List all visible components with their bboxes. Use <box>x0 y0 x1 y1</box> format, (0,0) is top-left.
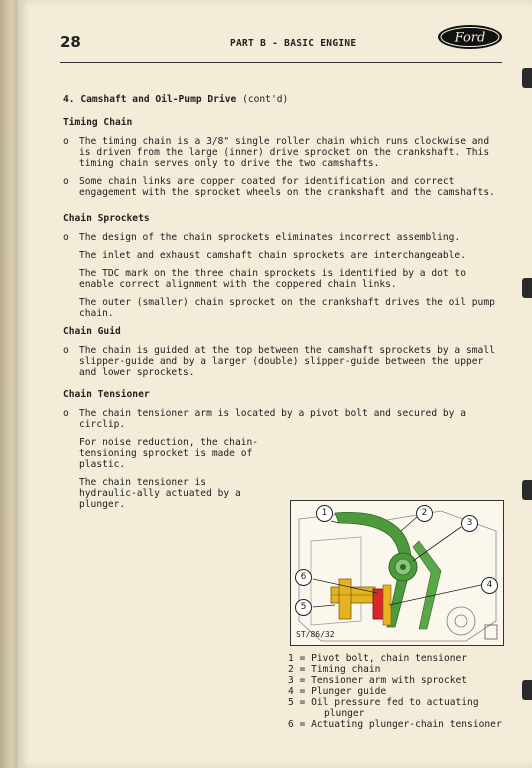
page-edge-tab <box>522 68 532 88</box>
chain-tensioner-diagram <box>290 500 504 646</box>
figure-code: ST/86/32 <box>296 630 335 639</box>
legend-item: 1 = Pivot bolt, chain tensioner <box>288 653 468 664</box>
page-edge-tab <box>522 480 532 500</box>
chain-guide <box>413 541 441 629</box>
callout-6: 6 <box>295 569 312 586</box>
legend-item: 2 = Timing chain <box>288 664 381 675</box>
header-rule <box>60 62 502 63</box>
list-item: o The timing chain is a 3/8" single roller chain which runs clockwise and is driven from the large (inner) drive sprocket on the crankshaft. This timing chain serves only to drive the two camshafts. <box>63 136 490 169</box>
callout-1: 1 <box>316 505 333 522</box>
body-text <box>63 94 499 517</box>
paragraph: The chain tensioner is hydraulic-ally actuated by a plunger. <box>79 477 241 510</box>
list-item: o Some chain links are copper coated for identification and correct engagement with the sprocket wheels on the crankshaft and the camshafts. <box>63 176 495 198</box>
paragraph: For noise reduction, the chain-tensioning sprocket is made of plastic. <box>79 437 259 470</box>
page-edge-tab <box>522 680 532 700</box>
legend-item: 6 = Actuating plunger-chain tensioner <box>288 719 502 730</box>
section-title: 4. Camshaft and Oil-Pump Drive (cont'd) <box>63 94 289 105</box>
heading-chain-guid: Chain Guid <box>63 326 121 337</box>
callout-3: 3 <box>461 515 478 532</box>
paragraph: The outer (smaller) chain sprocket on the crankshaft drives the oil pump chain. <box>79 297 495 319</box>
legend-item: 3 = Tensioner arm with sprocket <box>288 675 468 686</box>
callout-5: 5 <box>295 599 312 616</box>
callout-2: 2 <box>416 505 433 522</box>
page-number: 28 <box>60 33 81 51</box>
heading-chain-sprockets: Chain Sprockets <box>63 213 150 224</box>
ford-logo <box>437 24 503 50</box>
legend-item: 4 = Plunger guide <box>288 686 387 697</box>
legend-item: 5 = Oil pressure fed to actuating plunger <box>288 697 479 719</box>
list-item: o The chain tensioner arm is located by a pivot bolt and secured by a circlip. <box>63 408 466 430</box>
figure-legend <box>288 653 502 730</box>
running-head: PART B - BASIC ENGINE <box>230 38 357 49</box>
heading-timing-chain: Timing Chain <box>63 117 133 128</box>
svg-text:Ford: Ford <box>454 30 486 46</box>
heading-chain-tensioner: Chain Tensioner <box>63 389 150 400</box>
paragraph: The TDC mark on the three chain sprockets is identified by a dot to enable correct alignment with the coppered chain links. <box>79 268 466 290</box>
paragraph: The inlet and exhaust camshaft chain sprockets are interchangeable. <box>79 250 466 261</box>
list-item: o The design of the chain sprockets eliminates incorrect assembling. <box>63 232 461 243</box>
callout-4: 4 <box>481 577 498 594</box>
list-item: o The chain is guided at the top between the camshaft sprockets by a small slipper-guide and by a larger (double) slipper-guide between the upper and lower sprockets. <box>63 345 495 378</box>
book-binding <box>0 0 18 768</box>
page-edge-tab <box>522 278 532 298</box>
